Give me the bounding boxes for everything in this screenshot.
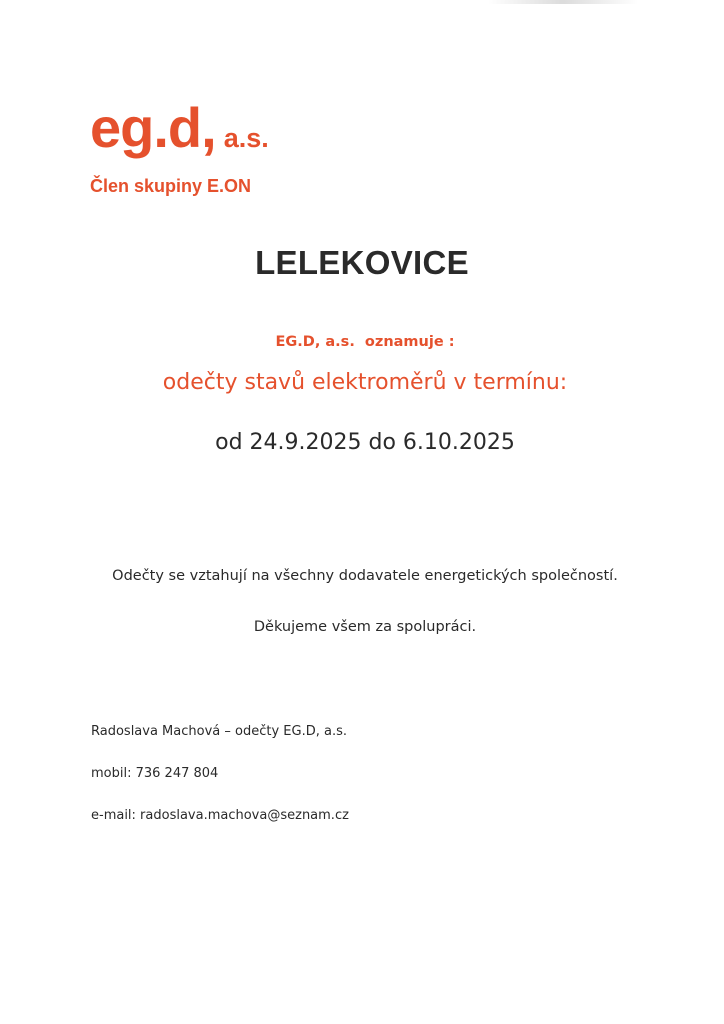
contact-name: Radoslava Machová – odečty EG.D, a.s.: [91, 724, 347, 739]
date-range: od 24.9.2025 do 6.10.2025: [215, 430, 515, 455]
contact-email: e-mail: radoslava.machova@seznam.cz: [91, 808, 349, 823]
logo-main-text: eg.d,: [90, 96, 216, 159]
logo-suffix-text: a.s.: [223, 123, 269, 153]
contact-mobile: mobil: 736 247 804: [91, 766, 219, 781]
suppliers-note: Odečty se vztahují na všechny dodavatele energetických společností.: [112, 568, 618, 584]
readings-title: odečty stavů elektroměrů v termínu:: [162, 370, 568, 395]
thanks-line: Děkujeme všem za spolupráci.: [253, 619, 477, 635]
group-member-line: Člen skupiny E.ON: [90, 176, 252, 196]
announcement-line: EG.D, a.s. oznamuje :: [275, 334, 455, 350]
town-heading: LELEKOVICE: [255, 244, 469, 281]
company-logo: [90, 96, 269, 159]
scan-artifact: [488, 0, 638, 4]
